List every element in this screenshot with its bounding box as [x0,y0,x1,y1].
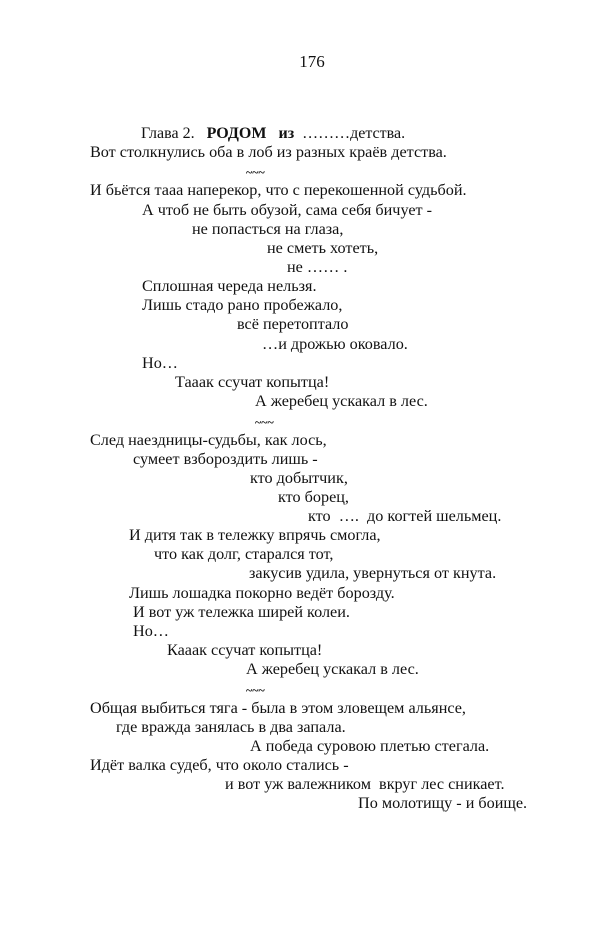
poem-line: По молотищу - и боище. [358,794,528,812]
chapter-title-bold-1: РОДОМ [206,125,267,142]
poem-line: кто добытчик, [250,469,348,487]
poem-line: А чтоб не быть обузой, сама себя бичует - [142,201,433,219]
chapter-title-bold-2: из [278,125,295,142]
poem-line: не попасться на глаза, [192,220,344,238]
poem-line: Но… [142,354,178,372]
poem-line: …и дрожью оковало. [262,335,408,353]
stanza-separator: ~~~ [246,165,265,179]
poem-line: А победа суровою плетью стегала. [250,737,490,755]
poem-line: всё перетоптало [237,315,349,333]
poem-line: где вражда занялась в два запала. [116,718,346,736]
poem-line: и вот уж валежником вкруг лес сникает. [225,775,505,793]
poem-line: закусив удила, увернуться от кнута. [249,564,497,582]
poem-line: И дитя так в тележку впрячь смогла, [129,526,381,544]
poem-line: Общая выбиться тяга - была в этом зловещем альянсе, [90,699,466,717]
poem-line: кто борец, [278,488,349,506]
poem-line: И вот уж тележка ширей колеи. [133,603,350,621]
page-number: 176 [299,52,325,71]
stanza-separator: ~~~ [246,683,265,697]
chapter-prefix: Глава 2. [141,125,195,142]
poem-line: А жеребец ускакал в лес. [255,392,428,410]
poem-line: Но… [133,622,169,640]
poem-line: Тааак ссучат копытца! [175,373,330,391]
poem-line: А жеребец ускакал в лес. [246,660,419,678]
poem-line: След наездницы-судьбы, как лось, [90,431,327,449]
poem-line: Сплошная череда нельзя. [142,277,317,295]
poem-line: Вот столкнулись оба в лоб из разных краёв детства. [90,143,447,161]
chapter-suffix: ………детства. [302,125,406,142]
poem-line: Идёт валка судеб, что около стались - [90,756,349,774]
poem-line: Лишь лошадка покорно ведёт борозду. [129,584,395,602]
poem-line: И бьётся тааа наперекор, что с перекошенной судьбой. [90,181,467,199]
poem-line: кто …. до когтей шельмец. [308,507,502,525]
stanza-separator: ~~~ [255,415,274,429]
poem-line: не …… . [287,258,348,276]
poem-line: Кааак ссучат копытца! [167,641,323,659]
poem-line: Лишь стадо рано пробежало, [142,296,343,314]
poem-line: что как долг, старался тот, [154,545,334,563]
poem-line: не сметь хотеть, [267,239,379,257]
poem-line: сумеет взбороздить лишь - [133,450,318,468]
